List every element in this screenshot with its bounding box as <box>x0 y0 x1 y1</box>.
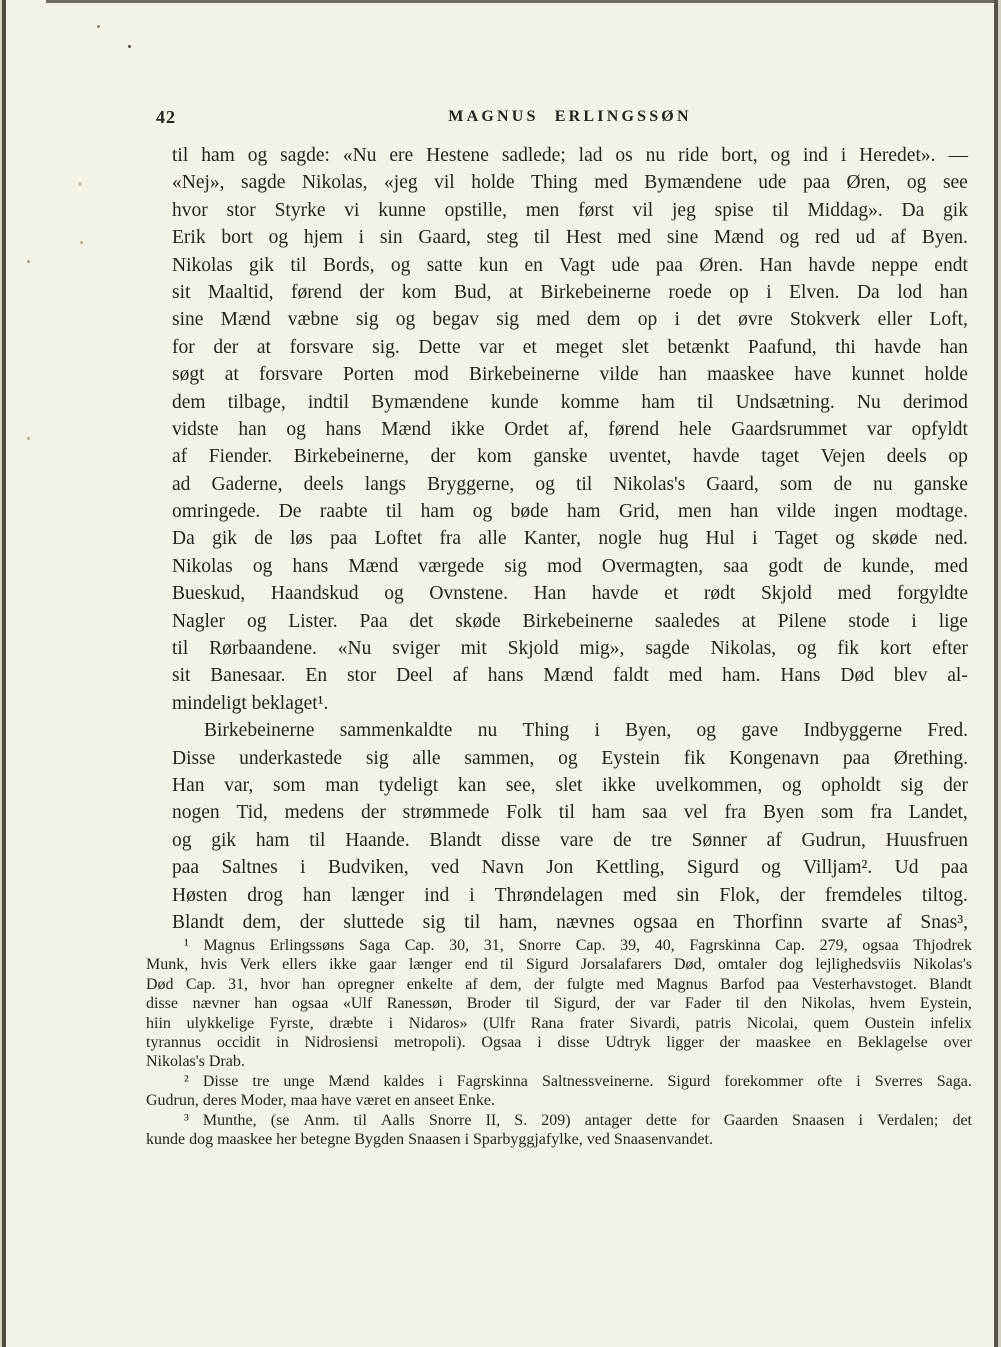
footnote-line: disse nævner han ogsaa «Ulf Ranessøn, Broder til Sigurd, der var Fader til den Nikolas, hvem Eystein, <box>146 995 972 1013</box>
page-number: 42 <box>156 107 176 127</box>
paper-speck <box>78 182 82 186</box>
body-line: for der at forsvare sig. Dette var et meget slet betænkt Paafund, thi havde han <box>172 336 968 358</box>
body-text-block <box>172 142 968 936</box>
paper-speck <box>27 260 30 263</box>
body-line: mindeligt beklaget¹. <box>172 692 329 714</box>
body-line: Bueskud, Haandskud og Ovnstene. Han havde et rødt Skjold med forgyldte <box>172 583 968 605</box>
body-line: Birkebeinerne sammenkaldte nu Thing i Byen, og gave Indbyggerne Fred. <box>204 720 968 742</box>
paper-speck <box>80 241 83 244</box>
body-line: Han var, som man tydeligt kan see, slet ikke uvelkommen, og opholdt sig der <box>172 774 968 796</box>
body-line: af Fiender. Birkebeinerne, der kom ganske uventet, havde taget Vejen deels op <box>172 446 968 468</box>
body-line: «Nej», sagde Nikolas, «jeg vil holde Thing med Bymændene ude paa Øren, og see <box>172 172 968 194</box>
footnote-line: Munk, hvis Verk ellers ikke gaar længer end til Sigurd Jorsalafarers Død, omtaler dog lejlighedsviis Nikolas's <box>146 956 972 974</box>
footnote-line: Gudrun, deres Moder, maa have været en anseet Enke. <box>146 1092 496 1110</box>
body-line: dem tilbage, indtil Bymændene kunde komme ham til Undsætning. Nu derimod <box>172 391 968 413</box>
body-line: søgt at forsvare Porten mod Birkebeinerne vilde han maaskee have kunnet holde <box>172 364 968 386</box>
footnote-line: ³ Munthe, (se Anm. til Aalls Snorre II, S. 209) antager dette for Gaarden Snaasen i Verdalen; det <box>184 1111 972 1129</box>
body-line: og gik ham til Haande. Blandt disse vare de tre Sønner af Gudrun, Huusfruen <box>172 829 968 851</box>
body-line: Nikolas og hans Mænd værgede sig mod Overmagten, saa godt de kunde, med <box>172 555 968 577</box>
paper-speck <box>128 45 131 48</box>
scan-edge-top <box>46 0 1001 3</box>
body-line: Erik bort og hjem i sin Gaard, steg til Hest med sine Mænd og red ud af Byen. <box>172 227 968 249</box>
page-header <box>156 104 968 130</box>
body-line: sit Banesaar. En stor Deel af hans Mænd faldt med ham. Hans Død blev al- <box>172 665 968 687</box>
body-line: hvor stor Styrke vi kunne opstille, men først vil jeg spise til Middag». Da gik <box>172 199 968 221</box>
footnote-line: ¹ Magnus Erlingssøns Saga Cap. 30, 31, Snorre Cap. 39, 40, Fagrskinna Cap. 279, ogsaa Thjodrek <box>184 937 972 954</box>
scan-edge-left <box>2 0 6 1347</box>
body-line: sit Maaltid, førend der kom Bud, at Birkebeinerne roede op i Elven. Da lod han <box>172 281 968 303</box>
body-line: omringede. De raabte til ham og bøde ham Grid, men han vilde ingen modtage. <box>172 501 968 523</box>
footnotes-block <box>146 936 972 1149</box>
running-title: MAGNUS ERLINGSSØN <box>448 108 692 125</box>
footnote-line: tyrannus occidit in Nidrosiensi metropoli). Ogsaa i disse Udtryk ligger der maaskee en Beklagelse over <box>146 1033 972 1051</box>
paper-speck <box>97 25 100 28</box>
body-line: nogen Tid, medens der strømmede Folk til ham saa vel fra Byen som fra Landet, <box>172 802 968 824</box>
body-line: Nagler og Lister. Paa det skøde Birkebeinerne saaledes at Pilene stode i lige <box>172 610 968 632</box>
footnote-line: kunde dog maaskee her betegne Bygden Snaasen i Sparbyggjafylke, ved Snaasenvandet. <box>146 1130 713 1148</box>
body-line: vidste han og hans Mænd ikke Ordet af, førend hele Gaardsrummet var opfyldt <box>172 418 968 440</box>
footnote-line: ² Disse tre unge Mænd kaldes i Fagrskinna Saltnessveinerne. Sigurd forekommer ofte i Sverres Saga. <box>184 1072 972 1090</box>
body-line: Disse underkastede sig alle sammen, og Eystein fik Kongenavn paa Ørething. <box>172 747 968 769</box>
body-line: ad Gaderne, deels langs Bryggerne, og til Nikolas's Gaard, som de nu ganske <box>172 473 968 495</box>
body-line: til ham og sagde: «Nu ere Hestene sadlede; lad os nu ride bort, og ind i Heredet». — <box>172 145 968 166</box>
body-line: Nikolas gik til Bords, og satte kun en Vagt ude paa Øren. Han havde neppe endt <box>172 254 968 276</box>
footnote-line: Død Cap. 31, hvor han opregner enkelte af dem, der fulgte med Magnus Barfod paa Vesterhavstoget. Blandt <box>146 975 972 993</box>
footnote-line: hiin ulykkelige Fyrste, dræbte i Nidaros» (Ulfr Rana frater Sivardi, patris Nicolai, quem Oustein infelix <box>146 1014 972 1032</box>
body-line: Høsten drog han længer ind i Thrøndelagen med sin Flok, der fremdeles tiltog. <box>172 884 968 906</box>
body-line: sine Mænd væbne sig og begav sig med dem op i det øvre Stokverk eller Loft, <box>172 309 968 331</box>
body-line: paa Saltnes i Budviken, ved Navn Jon Kettling, Sigurd og Villjam². Ud paa <box>172 857 968 879</box>
paper-speck <box>27 437 30 440</box>
footnote-line: Nikolas's Drab. <box>146 1053 245 1071</box>
body-line: Blandt dem, der sluttede sig til ham, nævnes ogsaa en Thorfinn svarte af Snas³, <box>172 911 968 933</box>
body-line: til Rørbaandene. «Nu sviger mit Skjold mig», sagde Nikolas, og fik kort efter <box>172 638 968 660</box>
body-line: Da gik de løs paa Loftet fra alle Kanter, nogle hug Hul i Taget og skøde ned. <box>172 528 968 550</box>
